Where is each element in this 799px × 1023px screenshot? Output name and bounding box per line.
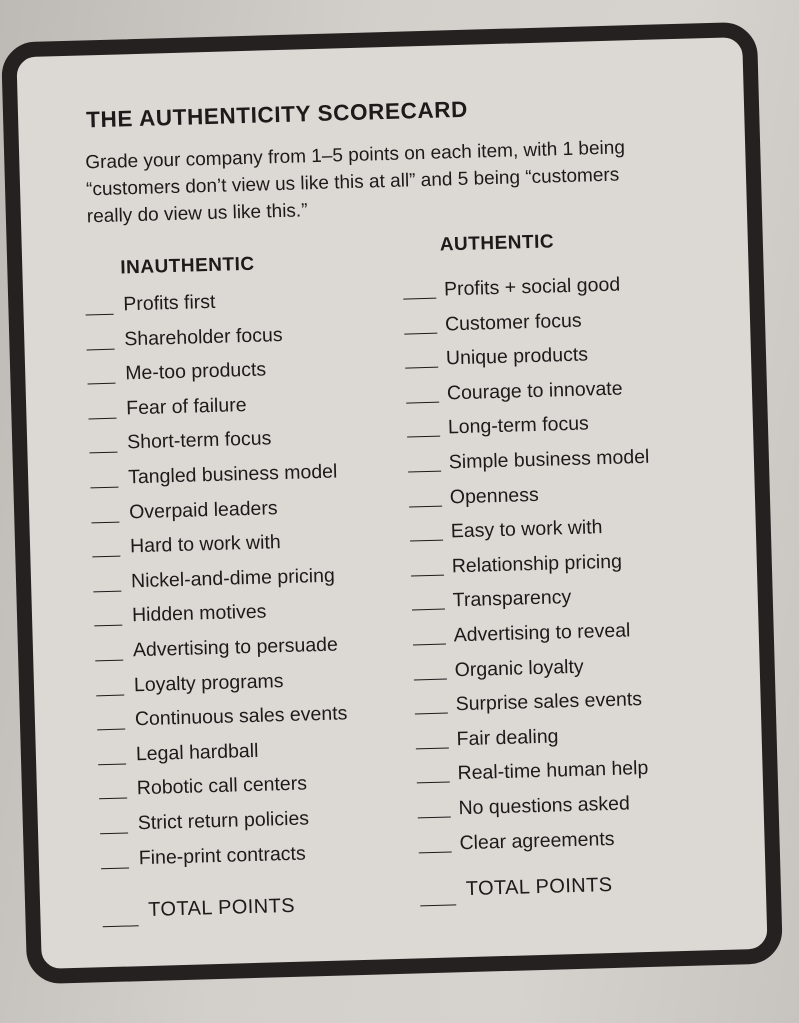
score-blank[interactable]	[416, 764, 450, 784]
total-label: TOTAL POINTS	[465, 874, 613, 901]
authentic-label: Surprise sales events	[455, 688, 643, 716]
total-inauthentic	[102, 895, 295, 923]
inauthentic-item	[88, 388, 247, 420]
inauthentic-label: Robotic call centers	[136, 772, 308, 800]
score-blank[interactable]	[91, 503, 120, 523]
inauthentic-item	[96, 664, 284, 696]
authentic-item	[414, 688, 642, 717]
score-blank[interactable]	[412, 625, 446, 645]
inauthentic-label: Me-too products	[124, 358, 267, 385]
authentic-label: No questions asked	[458, 792, 631, 820]
authentic-label: Organic loyalty	[454, 655, 584, 681]
authentic-item	[406, 377, 623, 406]
inauthentic-label: Continuous sales events	[134, 702, 348, 731]
authentic-item	[409, 483, 539, 510]
total-label: TOTAL POINTS	[147, 894, 296, 922]
authentic-item	[413, 655, 584, 683]
score-blank[interactable]	[93, 572, 122, 592]
scorecard-instructions: Grade your company from 1–5 points on each item, with 1 being “customers don’t view us like this at all” and 5 being “customers really do view us like this.”	[85, 137, 626, 228]
score-blank[interactable]	[420, 886, 457, 906]
score-blank[interactable]	[101, 849, 130, 869]
inauthentic-label: Shareholder focus	[124, 323, 283, 350]
inauthentic-label: Tangled business model	[127, 460, 338, 489]
scorecard-rows	[85, 271, 741, 877]
score-blank[interactable]	[418, 833, 452, 853]
authentic-label: Customer focus	[444, 309, 582, 336]
authentic-label: Clear agreements	[459, 827, 615, 854]
authentic-item	[410, 550, 622, 579]
inauthentic-heading: INAUTHENTIC	[120, 253, 255, 279]
authentic-label: Openness	[449, 483, 540, 508]
score-blank[interactable]	[100, 814, 129, 834]
inauthentic-item	[100, 836, 306, 869]
score-blank[interactable]	[87, 365, 116, 385]
score-blank[interactable]	[405, 349, 439, 369]
authentic-label: Transparency	[452, 586, 572, 612]
score-blank[interactable]	[407, 418, 441, 438]
inauthentic-item	[86, 318, 283, 350]
score-blank[interactable]	[85, 296, 114, 316]
inauthentic-item	[89, 422, 272, 454]
score-blank[interactable]	[417, 798, 451, 818]
score-blank[interactable]	[411, 556, 445, 576]
inauthentic-item	[91, 491, 278, 523]
score-blank[interactable]	[99, 780, 128, 800]
inauthentic-item	[85, 285, 216, 316]
authentic-item	[417, 792, 630, 821]
authentic-label: Real-time human help	[457, 757, 649, 785]
inauthentic-label: Hard to work with	[129, 531, 282, 558]
scorecard-frame	[1, 22, 783, 985]
score-blank[interactable]	[92, 538, 121, 558]
authentic-label: Unique products	[445, 343, 589, 370]
authentic-label: Easy to work with	[450, 516, 603, 543]
score-blank[interactable]	[95, 642, 124, 662]
score-blank[interactable]	[404, 314, 438, 334]
inauthentic-item	[97, 734, 259, 765]
inauthentic-item	[99, 801, 310, 835]
inauthentic-label: Legal hardball	[135, 739, 259, 765]
authentic-label: Profits + social good	[443, 273, 621, 301]
score-blank[interactable]	[88, 399, 117, 419]
authentic-item	[415, 725, 558, 752]
authentic-item	[412, 619, 630, 648]
authentic-label: Relationship pricing	[451, 550, 623, 578]
authentic-item	[404, 309, 582, 337]
authentic-label: Long-term focus	[447, 412, 590, 439]
score-blank[interactable]	[415, 729, 449, 749]
authentic-label: Courage to innovate	[446, 377, 623, 405]
score-blank[interactable]	[409, 487, 443, 507]
inauthentic-label: Advertising to persuade	[132, 633, 339, 662]
authentic-label: Advertising to reveal	[453, 619, 631, 647]
authentic-label: Simple business model	[448, 445, 650, 474]
inauthentic-label: Strict return policies	[137, 807, 310, 835]
score-blank[interactable]	[98, 745, 127, 765]
inauthentic-label: Nickel-and-dime pricing	[130, 564, 336, 593]
authentic-heading: AUTHENTIC	[439, 231, 555, 256]
scorecard-card	[1, 22, 783, 985]
total-authentic	[420, 874, 613, 902]
score-blank[interactable]	[406, 383, 440, 403]
score-blank[interactable]	[403, 280, 437, 300]
inauthentic-item	[98, 767, 308, 800]
authentic-item	[403, 274, 621, 303]
score-blank[interactable]	[94, 607, 123, 627]
inauthentic-item	[87, 353, 267, 385]
score-blank[interactable]	[97, 711, 126, 731]
authentic-item	[411, 586, 571, 613]
score-blank[interactable]	[89, 434, 118, 454]
score-blank[interactable]	[96, 676, 125, 696]
inauthentic-item	[92, 525, 282, 558]
inauthentic-label: Overpaid leaders	[128, 496, 278, 523]
totals-row	[102, 870, 743, 928]
inauthentic-label: Fine-print contracts	[138, 842, 306, 869]
score-blank[interactable]	[86, 330, 115, 350]
scorecard-content	[80, 90, 743, 929]
inauthentic-label: Hidden motives	[131, 600, 267, 627]
score-blank[interactable]	[90, 469, 119, 489]
inauthentic-label: Fear of failure	[125, 393, 247, 420]
score-blank[interactable]	[102, 907, 139, 927]
score-blank[interactable]	[414, 695, 448, 715]
score-blank[interactable]	[411, 591, 445, 611]
authentic-item	[407, 413, 589, 441]
score-blank[interactable]	[408, 453, 442, 473]
inauthentic-label: Profits first	[123, 290, 216, 316]
score-blank[interactable]	[410, 522, 444, 542]
authentic-item	[410, 516, 603, 544]
authentic-label: Fair dealing	[456, 725, 559, 751]
score-blank[interactable]	[413, 660, 447, 680]
authentic-item	[405, 344, 589, 372]
authentic-item	[418, 827, 615, 855]
inauthentic-label: Loyalty programs	[133, 669, 284, 696]
scorecard-title: THE AUTHENTICITY SCORECARD	[85, 96, 469, 133]
inauthentic-label: Short-term focus	[126, 427, 272, 454]
inauthentic-item	[94, 595, 267, 627]
